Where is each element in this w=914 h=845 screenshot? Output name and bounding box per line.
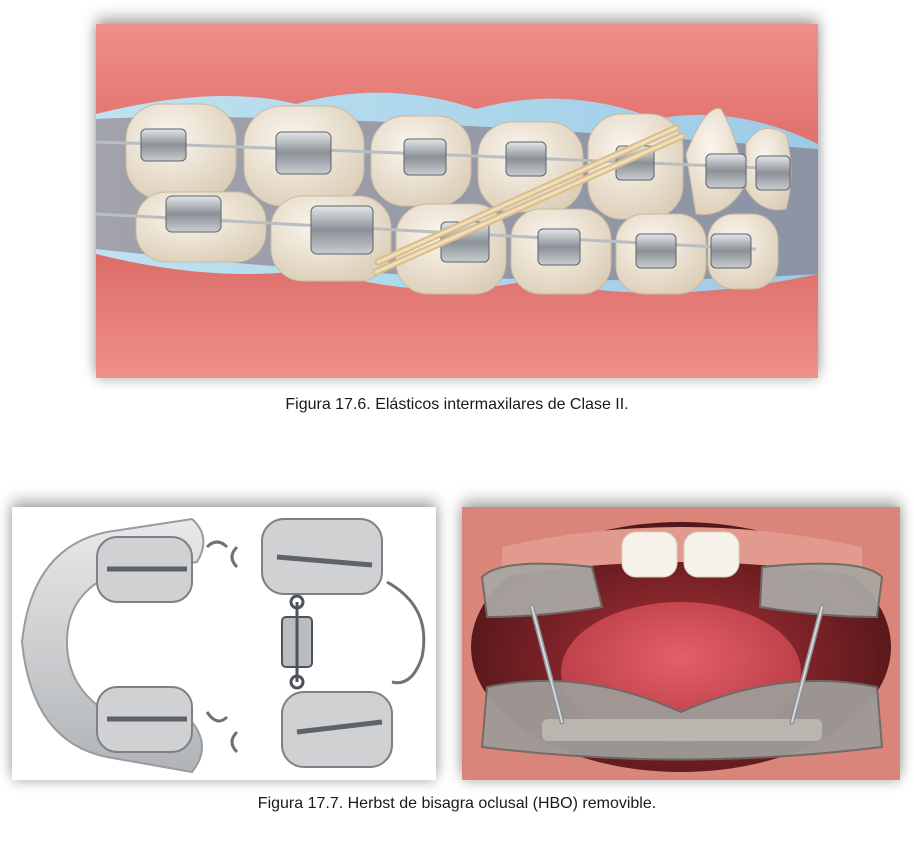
braces-elastics-photo: [96, 24, 818, 378]
figure-17-7-caption: Figura 17.7. Herbst de bisagra oclusal (HBO) removible.: [257, 795, 657, 812]
figure-17-6-caption: Figura 17.6. Elásticos intermaxilares de Clase II.: [285, 396, 629, 413]
herbst-appliance-photo: [12, 507, 436, 780]
herbst-in-mouth-photo: [462, 507, 900, 780]
